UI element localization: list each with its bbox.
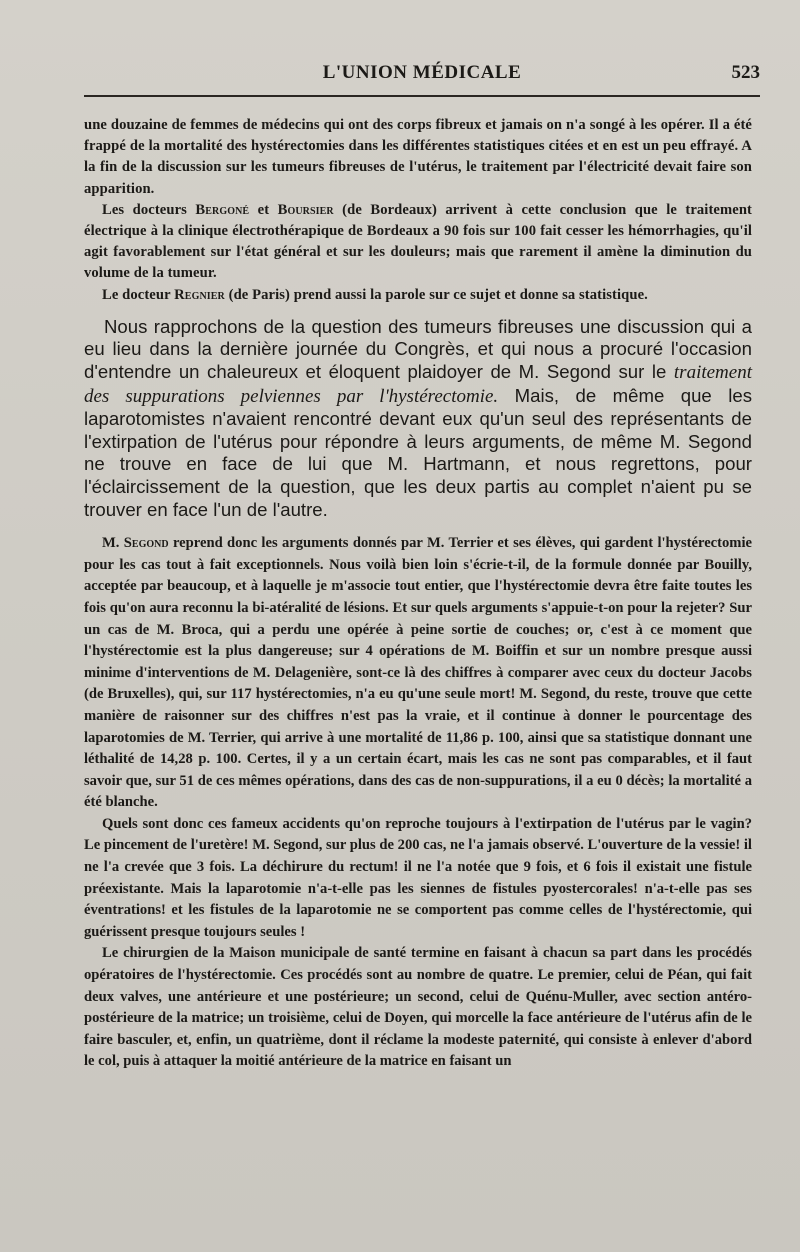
author-name: Boursier xyxy=(277,201,334,218)
paragraph-3: Le docteur Regnier (de Paris) prend aussi la parole sur ce sujet et donne sa statistique. xyxy=(102,286,648,303)
italic-title: traitement des suppurations pelviennes par l'hystérectomie. xyxy=(84,362,752,407)
paragraph-1: une douzaine de femmes de médecins qui ont des corps fibreux et jamais on n'a songé à les opérer. Il a été frappé de la mortalité des hystérectomies dans les différentes statistiques citées et en est un peu effrayé. A la fin de la discussion sur les tumeurs fibreuses de l'utérus, le traitement par l'électricité devait faire son apparition. xyxy=(84,117,752,197)
author-name: Regnier xyxy=(174,286,225,303)
running-title: L'UNION MÉDICALE xyxy=(322,62,522,83)
section-small-1 xyxy=(84,115,752,306)
paragraph-5: M. Segond reprend donc les arguments donnés par M. Terrier et ses élèves, qui gardent l'hystérectomie pour les cas tout à fait exceptionnels. Nous voilà bien loin s'écrie-t-il, de la formule donnée par Bouilly, acceptée par beaucoup, et à laquelle je m'associe tout entier, que l'hystérectomie devra être faite toutes les fois qu'on aura reconnu la bi-atéralité de lésions. Et sur quels arguments s'appuie-t-on pour la rejeter? Sur un cas de M. Broca, qui a perdu une opérée à peine sortie de couches; or, c'est à ce moment que l'hystérectomie est la plus dangereuse; sur 4 opérations de M. Boiffin et sur un nombre presque aussi minime d'interventions de M. Delagenière, sont-ce là des chiffres à comparer avec ceux du docteur Jacobs (de Bruxelles), qui, sur 117 hystérectomies, n'a eu qu'une seule mort! M. Segond, du reste, trouve que cette manière de raisonner sur des chiffres n'est pas la vraie, et il continue à donner le pourcentage des laparotomies de M. Terrier, qui arrive à une mortalité de 11,86 p. 100, ainsi que sa statistique donnant une léthalité de 14,28 p. 100. Certes, il y a un certain écart, mais les cas ne sont pas comparables, et il faut savoir que, sur 51 de ces mêmes opérations, dans des cas de non-suppurations, il a eu 0 décès; la mortalité a été blanche. xyxy=(84,535,752,811)
page-number: 523 xyxy=(731,62,760,83)
paragraph-7: Le chirurgien de la Maison municipale de santé termine en faisant à chacun sa part dans les procédés opératoires de l'hystérectomie. Ces procédés sont au nombre de quatre. Le premier, celui de Péan, qui fait deux valves, une antérieure et une postérieure; un second, celui de Quénu-Muller, avec section antéro-postérieure de la matrice; un troisième, celui de Doyen, qui morcelle la face antérieure de l'utérus afin de le faire basculer, et, enfin, un quatrième, dont il réclame la modeste paternité, qui consiste à enlever d'abord le col, puis à attaquer la moitié antérieure de la matrice en faisant un xyxy=(84,945,752,1070)
author-name: Bergoné xyxy=(195,201,250,218)
paragraph-4: Nous rapprochons de la question des tumeurs fibreuses une discussion qui a eu lieu dans la dernière journée du Congrès, et qui nous a procuré l'occasion d'entendre un chaleureux et éloquent plaidoyer de M. Segond sur le traitement des suppurations pelviennes par l'hystérectomie. Mais, de même que les laparotomistes n'avaient rencontré devant eux qu'un seul des représentants de l'extirpation de l'utérus pour répondre à leurs arguments, de même M. Segond ne trouve en face de lui que M. Hartmann, et nous regrettons, pour l'éclaircissement de la question, que les deux partis au complet n'aient pu se trouver en face l'un de l'autre. xyxy=(84,315,752,520)
page-header xyxy=(84,60,760,88)
section-small-2 xyxy=(84,533,752,1073)
paragraph-2: Les docteurs Bergoné et Boursier (de Bordeaux) arrivent à cette conclusion que le traitement électrique à la clinique électrothérapique de Bordeaux a 90 fois sur 100 fait cesser les hémorrhagies, qu'il agit favorablement sur l'état général et sur les douleurs; mais que rarement il amène la diminution du volume de la tumeur. xyxy=(84,201,753,282)
header-rule xyxy=(84,95,760,97)
body-text xyxy=(84,115,752,1073)
paragraph-6: Quels sont donc ces fameux accidents qu'on reproche toujours à l'extirpation de l'utérus par le vagin? Le pincement de l'uretère! M. Segond, sur plus de 200 cas, ne l'a jamais observé. L'ouverture de la vessie! il ne l'a crevée que 3 fois. La déchirure du rectum! il ne l'a notée que 9 fois, et 6 fois il existait une fistule préexistante. Mais la laparotomie n'a-t-elle pas les siennes de fistules pyostercorales! n'a-t-elle pas ses éventrations! et les fistules de la laparotomie ne se comportent pas comme celles de l'hystérectomie, qui guérissent presque toujours seules ! xyxy=(84,815,752,940)
author-name: Segond xyxy=(123,535,169,552)
section-large xyxy=(84,316,752,521)
